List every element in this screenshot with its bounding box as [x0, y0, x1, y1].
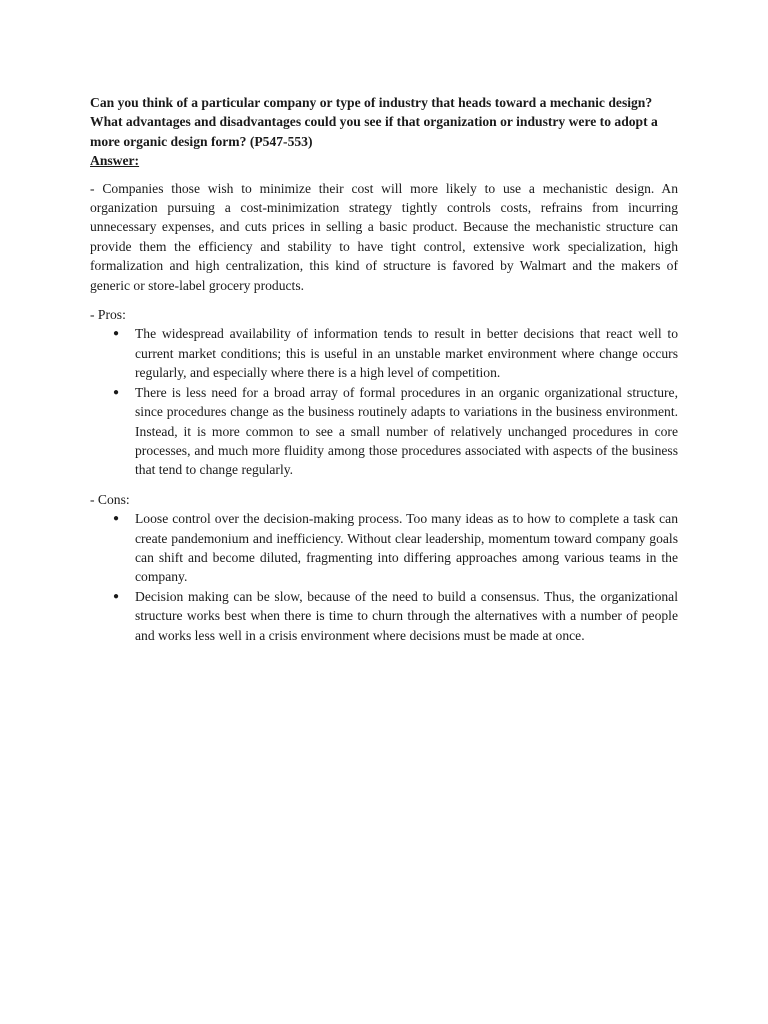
list-item — [90, 587, 678, 645]
cons-label: - Cons: — [90, 491, 130, 507]
list-item — [90, 324, 678, 382]
pros-label: - Pros: — [90, 307, 126, 323]
bullet-icon: ● — [113, 328, 120, 340]
list-item-text: The widespread availability of information tends to result in better decisions that react well to current market conditions; this is useful in an unstable market environment where change occurs regularly, and especially where there is a high level of competition. — [135, 326, 678, 381]
bullet-icon: ● — [113, 386, 120, 398]
bullet-icon: ● — [113, 513, 120, 525]
list-item-text: Decision making can be slow, because of the need to build a consensus. Thus, the organizational structure works best when there is time to churn through the alternatives with a number of people and works less well in a crisis environment where decisions must be made at once. — [135, 588, 678, 643]
question-text: Can you think of a particular company or type of industry that heads toward a mechanic design? What advantages and disadvantages could you see if that organization or industry were to adopt a more organic design form? (P547-553) — [90, 95, 658, 149]
list-item — [90, 383, 678, 480]
cons-list — [90, 509, 678, 645]
answer-paragraph: - Companies those wish to minimize their cost will more likely to use a mechanistic design. An organization pursuing a cost-minimization strategy tightly controls costs, refrains from incurring unnecessary expenses, and cuts prices in selling a basic product. Because the mechanistic structure can provide them the efficiency and stability to have tight control, extensive work specialization, high formalization and high centralization, this kind of structure is favored by Walmart and the makers of generic or store-label grocery products. — [90, 180, 678, 293]
document-page — [90, 93, 678, 655]
list-item-text: Loose control over the decision-making process. Too many ideas as to how to complete a task can create pandemonium and inefficiency. Without clear leadership, momentum toward company goals can shift and become diluted, fragmenting into differing approaches among various teams in the company. — [135, 511, 678, 585]
list-item-text: There is less need for a broad array of formal procedures in an organic organizational structure, since procedures change as the business routinely adapts to variations in the business environment. Instead, it is more common to see a small number of relatively unchanged procedures in core processes, and much more fluidity among those procedures associated with aspects of the business that tend to change regularly. — [135, 384, 678, 478]
pros-list — [90, 324, 678, 479]
list-item — [90, 509, 678, 587]
bullet-icon: ● — [113, 590, 120, 602]
answer-label: Answer: — [90, 153, 140, 169]
